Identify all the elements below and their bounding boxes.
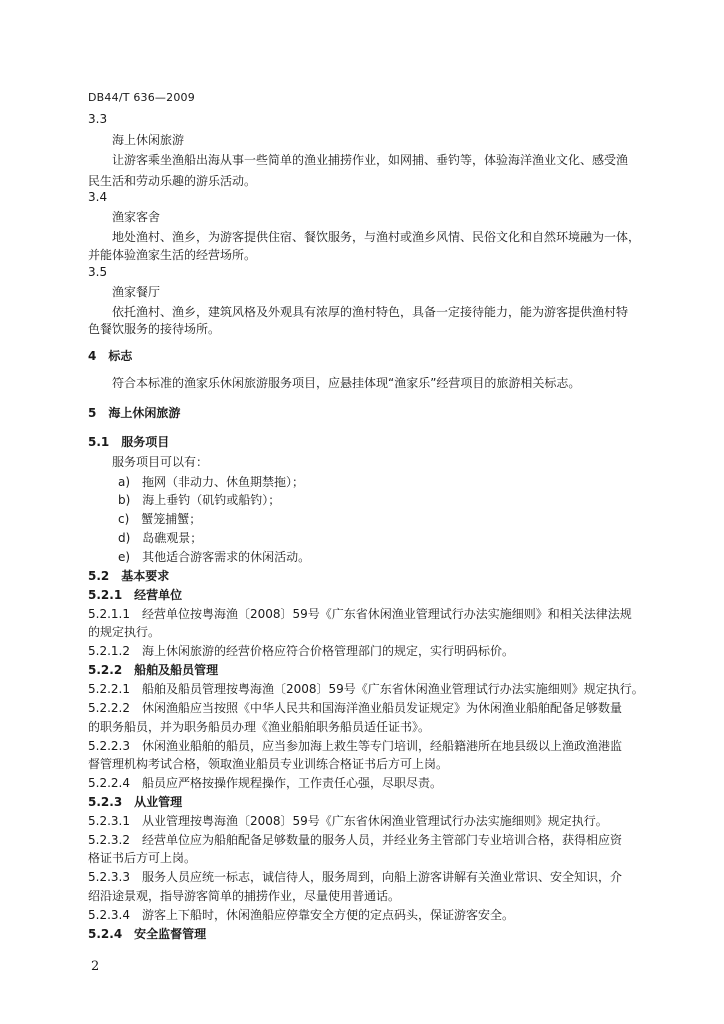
- paragraph-line: 5.2.3.3 服务人员应统一标志，诚信待人，服务周到，向船上游客讲解有关渔业常识、安全知识，介: [88, 870, 622, 884]
- term-heading: 渔家餐厅: [112, 285, 161, 299]
- paragraph-line: 的规定执行。: [88, 625, 161, 639]
- page-number: 2: [91, 959, 100, 974]
- section-heading: 4 标志: [88, 349, 133, 363]
- paragraph-line: 5.2.2.2 休闲渔船应当按照《中华人民共和国海洋渔业船员发证规定》为休闲渔业船舶配备足够数量: [88, 701, 622, 715]
- paragraph-line: 依托渔村、渔乡，建筑风格及外观具有浓厚的渔村特色，具备一定接待能力，能为游客提供渔村特: [112, 305, 629, 319]
- clause-number: 3.3: [88, 112, 108, 126]
- term-heading: 海上休闲旅游: [112, 133, 185, 147]
- paragraph-line: 地处渔村、渔乡，为游客提供住宿、餐饮服务，与渔村或渔乡风情、民俗文化和自然环境融为一体，: [112, 230, 641, 244]
- paragraph-line: 色餐饮服务的接待场所。: [88, 322, 221, 336]
- paragraph-line: 并能体验渔家生活的经营场所。: [88, 248, 257, 262]
- paragraph-line: 的职务船员，并为职务船员办理《渔业船舶职务船员适任证书》。: [88, 720, 431, 734]
- subsection-heading: 5.2 基本要求: [88, 569, 170, 583]
- list-item: d) 岛礁观景；: [118, 531, 203, 545]
- list-item: c) 蟹笼捕蟹；: [118, 512, 202, 526]
- list-item: e) 其他适合游客需求的休闲活动。: [118, 550, 311, 564]
- paragraph-line: 民生活和劳动乐趣的游乐活动。: [88, 174, 257, 188]
- list-item: b) 海上垂钓（矶钓或船钓）；: [118, 493, 281, 507]
- list-item: a) 拖网（非动力、休鱼期禁拖）；: [118, 475, 305, 489]
- paragraph-line: 5.2.3.2 经营单位应为船舶配备足够数量的服务人员，并经业务主管部门专业培训合格，获得相应资: [88, 833, 622, 847]
- paragraph-line: 绍沿途景观，指导游客简单的捕捞作业，尽量使用普通话。: [88, 889, 401, 903]
- running-header: [0, 88, 724, 108]
- paragraph-line: 5.2.3.1 从业管理按粤海渔〔2008〕59号《广东省休闲渔业管理试行办法实施细则》规定执行。: [88, 814, 608, 828]
- section-heading: 5 海上休闲旅游: [88, 406, 181, 420]
- paragraph-line: 5.2.2.1 船舶及船员管理按粤海渔〔2008〕59号《广东省休闲渔业管理试行办法实施细则》规定执行。: [88, 682, 644, 696]
- paragraph-line: 5.2.1.2 海上休闲旅游的经营价格应符合价格管理部门的规定，实行明码标价。: [88, 644, 514, 658]
- paragraph-line: 5.2.2.4 船员应严格按操作规程操作，工作责任心强，尽职尽责。: [88, 776, 442, 790]
- paragraph-line: 5.2.1.1 经营单位按粤海渔〔2008〕59号《广东省休闲渔业管理试行办法实施细则》和相关法律法规: [88, 607, 632, 621]
- standard-code: DB44/T 636—2009: [88, 91, 195, 104]
- subsection-heading: 5.2.2 船舶及船员管理: [88, 663, 219, 677]
- paragraph-line: 格证书后方可上岗。: [88, 851, 197, 865]
- paragraph-line: 督管理机构考试合格，领取渔业船员专业训练合格证书后方可上岗。: [88, 757, 449, 771]
- paragraph-line: 符合本标准的渔家乐休闲旅游服务项目，应悬挂体现“渔家乐”经营项目的旅游相关标志。: [112, 376, 581, 390]
- term-heading: 渔家客舍: [112, 210, 161, 224]
- subsection-heading: 5.2.4 安全监督管理: [88, 927, 207, 941]
- paragraph-line: 5.2.2.3 休闲渔业船舶的船员，应当参加海上救生等专门培训，经船籍港所在地县级以上渔政渔港监: [88, 739, 622, 753]
- subsection-heading: 5.2.1 经营单位: [88, 588, 183, 602]
- paragraph-line: 服务项目可以有：: [112, 455, 209, 469]
- page-footer: [0, 957, 724, 977]
- clause-number: 3.5: [88, 265, 108, 279]
- clause-number: 3.4: [88, 190, 108, 204]
- paragraph-line: 5.2.3.4 游客上下船时，休闲渔船应停靠安全方便的定点码头，保证游客安全。: [88, 908, 514, 922]
- subsection-heading: 5.1 服务项目: [88, 435, 170, 449]
- subsection-heading: 5.2.3 从业管理: [88, 795, 183, 809]
- paragraph-line: 让游客乘坐渔船出海从事一些简单的渔业捕捞作业，如网捕、垂钓等，体验海洋渔业文化、感受渔: [112, 153, 629, 167]
